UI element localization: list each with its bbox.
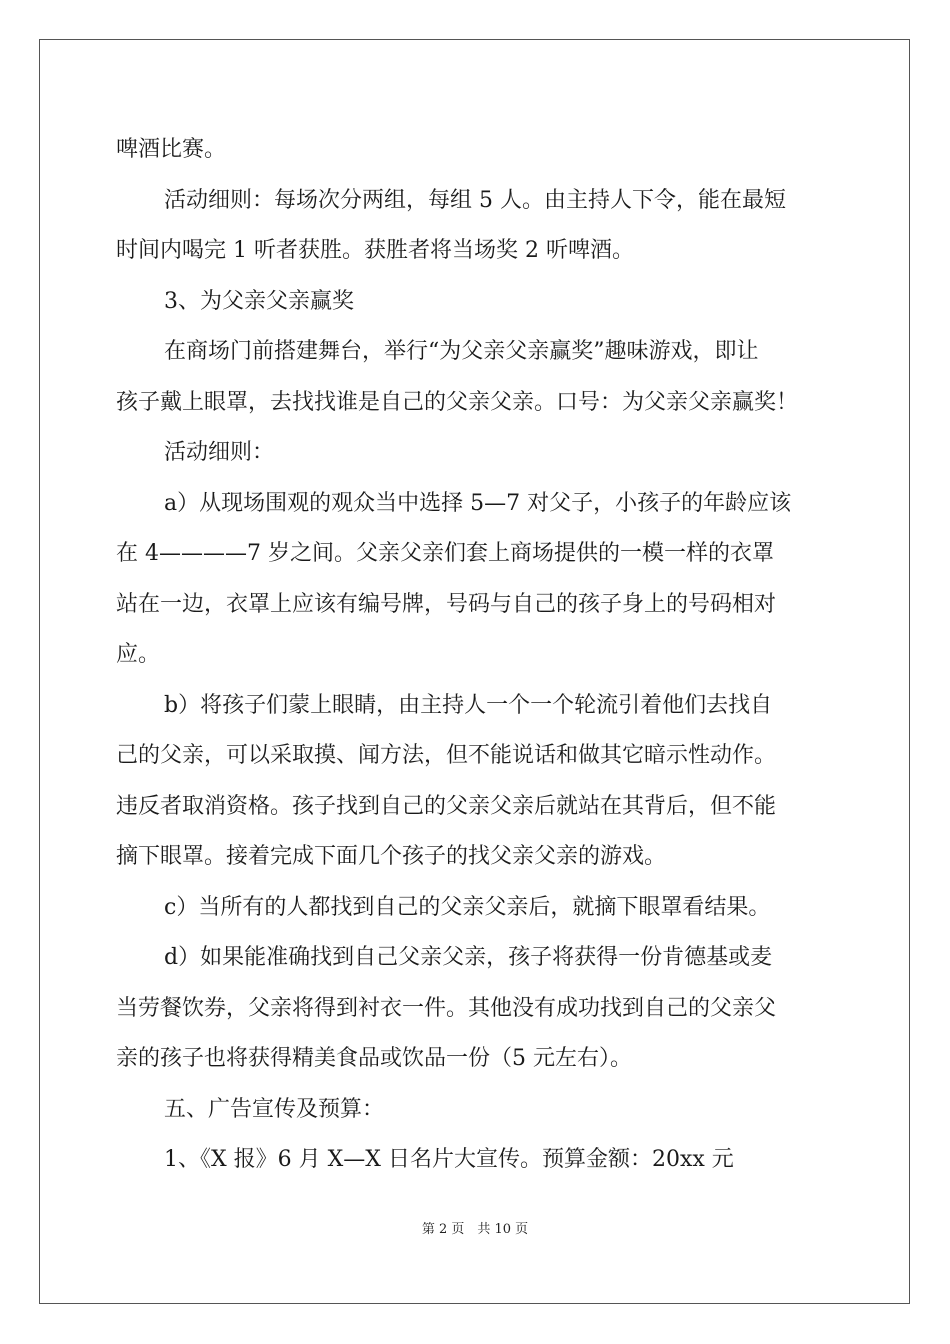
text-line: 五、广告宣传及预算： bbox=[164, 1096, 385, 1122]
text-line: 在 4————7 岁之间。父亲父亲们套上商场提供的一模一样的衣罩 bbox=[116, 541, 774, 566]
text-line: 违反者取消资格。孩子找到自己的父亲父亲后就站在其背后，但不能 bbox=[116, 793, 777, 819]
text-line: 当劳餐饮券，父亲将得到衬衣一件。其他没有成功找到自己的父亲父 bbox=[116, 995, 777, 1021]
text-line: 1、《X 报》6 月 X—X 日名片大宣传。预算金额：20xx 元 bbox=[164, 1147, 734, 1172]
text-line: a）从现场围观的观众当中选择 5—7 对父子，小孩子的年龄应该 bbox=[164, 490, 792, 516]
text-line: 啤酒比赛。 bbox=[116, 137, 227, 162]
text-line: 在商场门前搭建舞台，举行“为父亲父亲赢奖”趣味游戏，即让 bbox=[164, 339, 759, 364]
text-line: b）将孩子们蒙上眼睛，由主持人一个一个轮流引着他们去找自 bbox=[164, 692, 773, 718]
text-line: 己的父亲，可以采取摸、闻方法，但不能说话和做其它暗示性动作。 bbox=[116, 743, 777, 768]
text-line: 时间内喝完 1 听者获胜。获胜者将当场奖 2 听啤酒。 bbox=[116, 238, 634, 263]
text-line: 活动细则： bbox=[164, 440, 275, 465]
text-line: 站在一边，衣罩上应该有编号牌，号码与自己的孩子身上的号码相对 bbox=[116, 591, 777, 617]
text-line: 3、为父亲父亲赢奖 bbox=[164, 288, 354, 314]
text-line: 应。 bbox=[116, 642, 161, 667]
text-line: d）如果能准确找到自己父亲父亲，孩子将获得一份肯德基或麦 bbox=[164, 945, 773, 970]
page-number-footer: 第 2 页 共 10 页 bbox=[421, 1222, 529, 1237]
text-line: 孩子戴上眼罩，去找找谁是自己的父亲父亲。口号：为父亲父亲赢奖！ bbox=[116, 389, 799, 415]
text-line: 活动细则：每场次分两组，每组 5 人。由主持人下令，能在最短 bbox=[164, 187, 786, 213]
text-line: 亲的孩子也将获得精美食品或饮品一份（5 元左右）。 bbox=[116, 1046, 632, 1071]
text-line: c）当所有的人都找到自己的父亲父亲后，就摘下眼罩看结果。 bbox=[164, 894, 771, 920]
text-line: 摘下眼罩。接着完成下面几个孩子的找父亲父亲的游戏。 bbox=[116, 844, 667, 869]
document-body bbox=[116, 125, 836, 1186]
